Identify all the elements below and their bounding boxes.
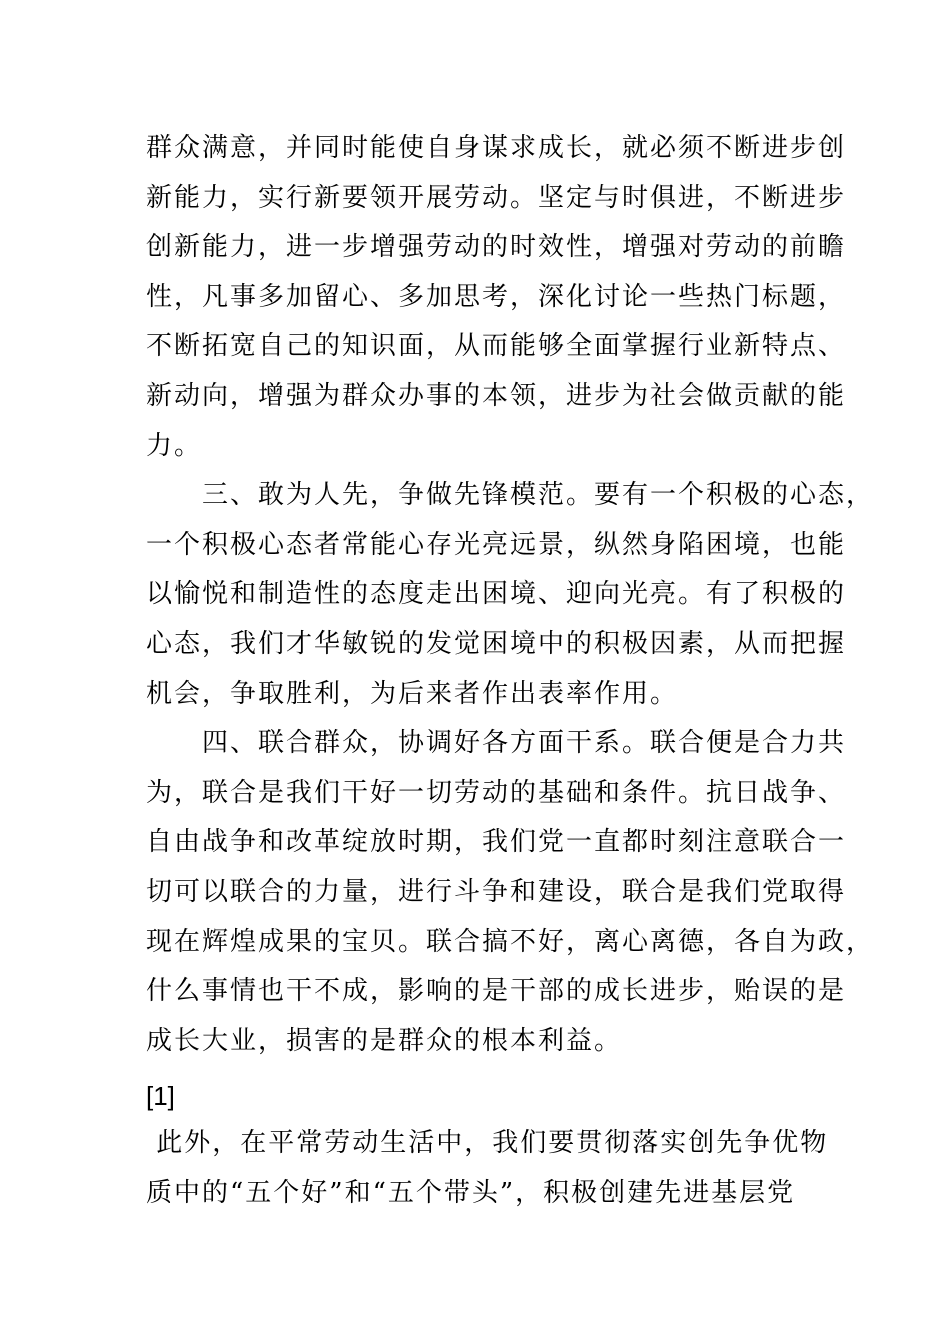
text-line: 三、敢为人先，争做先锋模范。要有一个积极的心态，: [146, 480, 875, 511]
text-line: 性，凡事多加留心、多加思考，深化讨论一些热门标题，: [146, 281, 847, 312]
text-line: 此外，在平常劳动生活中，我们要贯彻落实创先争优物: [146, 1128, 829, 1158]
text-line: 机会，争取胜利，为后来者作出表率作用。: [146, 678, 679, 709]
text-line: 心态，我们才华敏锐的发觉困境中的积极因素，从而把握: [146, 628, 847, 659]
text-line: 四、联合群众，协调好各方面干系。联合便是合力共: [146, 728, 847, 759]
text-line: 创新能力，进一步增强劳动的时效性，增强对劳动的前瞻: [146, 232, 847, 263]
text-line: 群众满意，并同时能使自身谋求成长，就必须不断进步创: [146, 133, 847, 163]
reference-marker: [1]: [146, 1081, 175, 1111]
text-line: 自由战争和改革绽放时期，我们党一直都时刻注意联合一: [146, 827, 847, 858]
text-line: 成长大业，损害的是群众的根本利益。: [146, 1025, 623, 1056]
text-line: 为，联合是我们干好一切劳动的基础和条件。抗日战争、: [146, 777, 847, 808]
text-line: 现在辉煌成果的宝贝。联合搞不好，离心离德，各自为政，: [146, 926, 875, 957]
text-line: 以愉悦和制造性的态度走出困境、迎向光亮。有了积极的: [146, 579, 847, 610]
text-line: 力。: [146, 430, 203, 461]
body-text-main: [146, 124, 875, 1066]
body-text-continued: [146, 1119, 829, 1218]
text-line: 新动向，增强为群众办事的本领，进步为社会做贡献的能: [146, 380, 847, 411]
text-line: 什么事情也干不成，影响的是干部的成长进步，贻误的是: [146, 976, 847, 1007]
text-line: 质中的“五个好”和“五个带头”，积极创建先进基层党: [146, 1177, 796, 1208]
text-line: 一个积极心态者常能心存光亮远景，纵然身陷困境，也能: [146, 529, 847, 560]
text-line: 切可以联合的力量，进行斗争和建设，联合是我们党取得: [146, 876, 847, 907]
text-line: 新能力，实行新要领开展劳动。坚定与时俱进，不断进步: [146, 182, 847, 213]
text-line: 不断拓宽自己的知识面，从而能够全面掌握行业新特点、: [146, 331, 847, 362]
